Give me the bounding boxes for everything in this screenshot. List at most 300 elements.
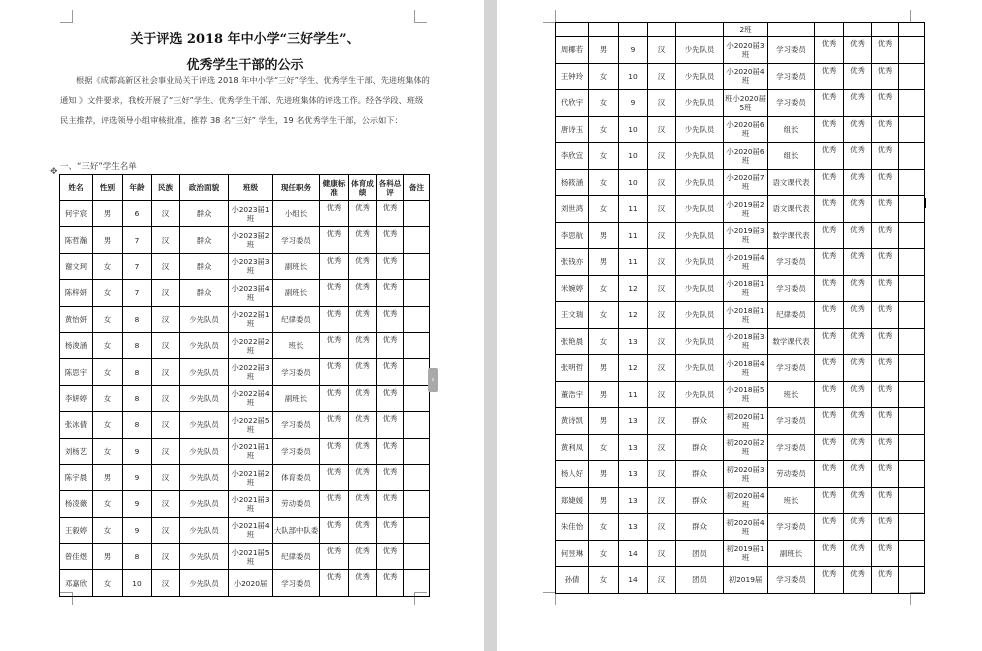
cell-pe: 优秀 <box>844 90 872 117</box>
cell-name: 代欣宇 <box>556 90 589 117</box>
cell-health: 优秀 <box>320 464 349 490</box>
cell-role: 纪律委员 <box>273 544 320 570</box>
cell-gender: 男 <box>93 201 123 227</box>
cell-role: 学习委员 <box>273 359 320 385</box>
cell-ethnicity: 汉 <box>152 306 180 332</box>
cell-name: 李思航 <box>556 222 589 249</box>
cell-political: 少先队员 <box>676 143 724 170</box>
cell-political: 少先队员 <box>676 275 724 302</box>
cell-class: 小2023届3班 <box>229 253 273 279</box>
cell-role: 班长 <box>768 381 815 408</box>
cell-political: 少先队员 <box>180 359 229 385</box>
cell-class: 小2020届3班 <box>724 37 768 64</box>
table-move-handle-icon[interactable]: ✥ <box>50 167 58 177</box>
cell-class: 小2021届2班 <box>229 464 273 490</box>
cell-name: 杨人好 <box>556 461 589 488</box>
table-row <box>60 570 430 596</box>
cell-overall: 优秀 <box>377 332 404 358</box>
table-row <box>60 227 430 253</box>
cell-ethnicity: 汉 <box>152 412 180 438</box>
cell-name: 陈思宇 <box>60 359 93 385</box>
cell-overall: 优秀 <box>377 570 404 596</box>
cell-name: 李妍婷 <box>60 385 93 411</box>
cell-pe: 优秀 <box>349 491 377 517</box>
cell-note <box>404 412 430 438</box>
cell-gender: 男 <box>93 227 123 253</box>
cell-political: 少先队员 <box>180 306 229 332</box>
cell-ethnicity: 汉 <box>648 63 676 90</box>
cell-role: 学习委员 <box>273 227 320 253</box>
cell-pe: 优秀 <box>844 434 872 461</box>
cell-role: 学习委员 <box>768 408 815 435</box>
cell-age: 11 <box>619 196 648 223</box>
cell-name: 杨浚涵 <box>60 332 93 358</box>
cell-role: 劳动委员 <box>273 491 320 517</box>
cell-age: 14 <box>619 540 648 567</box>
cell-pe: 优秀 <box>349 464 377 490</box>
table-header-row <box>60 175 430 201</box>
cell-overall: 优秀 <box>377 253 404 279</box>
cell-name: 杨凌薇 <box>60 491 93 517</box>
cell-note <box>899 63 925 90</box>
cell-ethnicity: 汉 <box>152 359 180 385</box>
table-row <box>556 408 925 435</box>
table-row <box>556 381 925 408</box>
cell-political: 群众 <box>676 487 724 514</box>
table-row <box>60 491 430 517</box>
cell-gender: 女 <box>93 570 123 596</box>
cell-name: 朱佳怡 <box>556 514 589 541</box>
table-row <box>60 306 430 332</box>
cell-gender: 男 <box>93 464 123 490</box>
cell-age: 7 <box>123 227 152 253</box>
cell-ethnicity: 汉 <box>648 355 676 382</box>
cell-ethnicity: 汉 <box>152 227 180 253</box>
cell-age: 13 <box>619 434 648 461</box>
cell-role: 副班长 <box>273 253 320 279</box>
cell-note <box>899 196 925 223</box>
cell-pe: 优秀 <box>844 116 872 143</box>
cell-age: 14 <box>619 567 648 594</box>
cell-overall: 优秀 <box>872 302 899 329</box>
cell-note <box>404 201 430 227</box>
cell-health: 优秀 <box>815 90 844 117</box>
cell-ethnicity: 汉 <box>152 385 180 411</box>
cell-health: 优秀 <box>815 408 844 435</box>
cell-class: 小2021届1班 <box>229 438 273 464</box>
cell-pe: 优秀 <box>844 514 872 541</box>
cell-note <box>404 253 430 279</box>
cell-overall: 优秀 <box>377 464 404 490</box>
cell-class: 小2022届1班 <box>229 306 273 332</box>
column-header: 姓名 <box>60 175 93 201</box>
cell-ethnicity: 汉 <box>648 514 676 541</box>
cell-health: 优秀 <box>815 567 844 594</box>
cell-pe: 优秀 <box>349 201 377 227</box>
cell-political: 群众 <box>676 434 724 461</box>
cell-role: 大队部中队委 <box>273 517 320 543</box>
cell-gender: 女 <box>589 90 619 117</box>
cell-class: 小2019届3班 <box>724 222 768 249</box>
cell-note <box>404 544 430 570</box>
cell-gender: 女 <box>93 253 123 279</box>
cell-pe: 优秀 <box>349 385 377 411</box>
cell-role: 学习委员 <box>768 63 815 90</box>
document-page-left <box>0 0 484 651</box>
cell-class: 小2021届5班 <box>229 544 273 570</box>
cell-name: 王毅婷 <box>60 517 93 543</box>
cell-health: 优秀 <box>320 253 349 279</box>
cell-role: 体育委员 <box>273 464 320 490</box>
cell-political: 少先队员 <box>676 169 724 196</box>
table-row <box>60 464 430 490</box>
cell-name: 张冰倩 <box>60 412 93 438</box>
cell-class: 初2020届4班 <box>724 487 768 514</box>
cell-gender: 男 <box>589 222 619 249</box>
cell-class: 小2023届1班 <box>229 201 273 227</box>
cell-gender: 女 <box>589 275 619 302</box>
cell-pe: 优秀 <box>844 540 872 567</box>
cell-pe: 优秀 <box>844 143 872 170</box>
cell-ethnicity: 汉 <box>648 37 676 64</box>
table-row <box>556 37 925 64</box>
text-cursor <box>924 198 926 208</box>
cell-age: 10 <box>619 143 648 170</box>
cell-class: 初2020届4班 <box>724 514 768 541</box>
cell-political: 少先队员 <box>180 517 229 543</box>
cell-class: 小2021届4班 <box>229 517 273 543</box>
cell-ethnicity: 汉 <box>648 249 676 276</box>
cell-pe: 优秀 <box>349 227 377 253</box>
crop-mark <box>60 10 73 23</box>
cell-age: 6 <box>123 201 152 227</box>
cell-pe: 优秀 <box>844 169 872 196</box>
cell-overall: 优秀 <box>377 385 404 411</box>
cell-class: 小2022届2班 <box>229 332 273 358</box>
cell-ethnicity: 汉 <box>648 328 676 355</box>
cell-age: 12 <box>619 355 648 382</box>
cell-political: 群众 <box>676 461 724 488</box>
table-row <box>60 280 430 306</box>
table-row <box>556 302 925 329</box>
cell-age: 9 <box>123 438 152 464</box>
cell-note <box>899 37 925 64</box>
cell-gender: 女 <box>589 328 619 355</box>
cell-age: 8 <box>123 332 152 358</box>
cell-ethnicity: 汉 <box>152 570 180 596</box>
cell-health: 优秀 <box>815 302 844 329</box>
column-header: 性别 <box>93 175 123 201</box>
table-row <box>60 438 430 464</box>
cell-gender: 女 <box>589 302 619 329</box>
cell-overall: 优秀 <box>377 280 404 306</box>
cell-health: 优秀 <box>320 332 349 358</box>
cell-gender: 女 <box>589 116 619 143</box>
cell-ethnicity: 汉 <box>648 487 676 514</box>
cell-note <box>899 355 925 382</box>
cell-overall: 优秀 <box>872 116 899 143</box>
cell-gender: 女 <box>589 169 619 196</box>
cell-pe: 优秀 <box>844 196 872 223</box>
cell-gender: 男 <box>589 487 619 514</box>
document-title: 关于评选 2018 年中小学“三好学生”、 <box>130 32 360 47</box>
cell-health: 优秀 <box>815 249 844 276</box>
cell-gender: 女 <box>589 514 619 541</box>
cell-class: 初2019届1班 <box>724 540 768 567</box>
cell-pe: 优秀 <box>844 408 872 435</box>
cell-overall: 优秀 <box>377 491 404 517</box>
cell-age: 10 <box>619 169 648 196</box>
cell-name: 黄利凤 <box>556 434 589 461</box>
cell-pe: 优秀 <box>349 280 377 306</box>
cell-health: 优秀 <box>815 461 844 488</box>
table-row <box>60 359 430 385</box>
cell-age: 9 <box>123 491 152 517</box>
cell-gender: 女 <box>93 385 123 411</box>
cell-name: 陈梓妍 <box>60 280 93 306</box>
cell-note <box>899 116 925 143</box>
cell-note <box>899 514 925 541</box>
cell-note <box>899 222 925 249</box>
cell-role: 班长 <box>273 332 320 358</box>
cell-role: 学习委员 <box>768 275 815 302</box>
cell-name: 黄诗凯 <box>556 408 589 435</box>
cell-overall: 优秀 <box>872 37 899 64</box>
cell-pe: 优秀 <box>349 306 377 332</box>
cell-role: 劳动委员 <box>768 461 815 488</box>
cell-political: 少先队员 <box>180 438 229 464</box>
cell-political: 少先队员 <box>676 90 724 117</box>
cell-class: 小2023届4班 <box>229 280 273 306</box>
cell-note <box>404 306 430 332</box>
cell-role: 语文课代表 <box>768 196 815 223</box>
cell-class: 小2022届4班 <box>229 385 273 411</box>
cell-ethnicity: 汉 <box>152 464 180 490</box>
cell-pe: 优秀 <box>844 63 872 90</box>
cell-ethnicity: 汉 <box>152 332 180 358</box>
cell-role: 学习委员 <box>768 37 815 64</box>
cell-pe: 优秀 <box>844 222 872 249</box>
cell-gender: 女 <box>93 438 123 464</box>
cell-political: 少先队员 <box>180 385 229 411</box>
cell-pe: 优秀 <box>844 487 872 514</box>
cell-age: 8 <box>123 359 152 385</box>
student-table-left <box>59 174 430 597</box>
cell-pe: 优秀 <box>844 302 872 329</box>
cell-class: 小2020届 <box>229 570 273 596</box>
cell-note <box>404 280 430 306</box>
cell-name: 邓嘉欣 <box>60 570 93 596</box>
cell-gender: 女 <box>93 306 123 332</box>
cell-health: 优秀 <box>815 514 844 541</box>
cell-gender: 女 <box>93 491 123 517</box>
cell-name: 孙倩 <box>556 567 589 594</box>
cell-class: 小2020届4班 <box>724 63 768 90</box>
cell-political: 少先队员 <box>676 37 724 64</box>
cell-name: 陈哲瀚 <box>60 227 93 253</box>
cell-pe: 优秀 <box>844 249 872 276</box>
cell-pe: 优秀 <box>844 328 872 355</box>
cell-role: 组长 <box>768 143 815 170</box>
cell-ethnicity: 汉 <box>648 116 676 143</box>
table-row <box>556 63 925 90</box>
table-row <box>556 434 925 461</box>
cell-health: 优秀 <box>320 280 349 306</box>
cell-name: 黄怡妍 <box>60 306 93 332</box>
cell-health: 优秀 <box>815 196 844 223</box>
cell-age: 11 <box>619 381 648 408</box>
cell-name: 何宇宸 <box>60 201 93 227</box>
cell-class: 2班 <box>724 23 768 37</box>
table-row-continuation <box>556 23 925 37</box>
table-row <box>60 201 430 227</box>
cell-ethnicity: 汉 <box>648 275 676 302</box>
cell-note <box>404 227 430 253</box>
cell-note <box>404 517 430 543</box>
cell-gender: 男 <box>589 249 619 276</box>
cell-note <box>899 302 925 329</box>
cell-age: 8 <box>123 412 152 438</box>
cell-pe: 优秀 <box>349 253 377 279</box>
cell-pe: 优秀 <box>844 37 872 64</box>
cell-political: 少先队员 <box>676 381 724 408</box>
cell-gender: 女 <box>589 540 619 567</box>
cell-role: 纪律委员 <box>273 306 320 332</box>
cell-note <box>899 434 925 461</box>
cell-role: 语文课代表 <box>768 169 815 196</box>
cell-health: 优秀 <box>320 570 349 596</box>
cell-health: 优秀 <box>320 491 349 517</box>
cell-role: 学习委员 <box>768 90 815 117</box>
cell-class: 小2020届6班 <box>724 116 768 143</box>
cell-class: 小2022届3班 <box>229 359 273 385</box>
cell-overall: 优秀 <box>872 434 899 461</box>
cell-gender: 女 <box>93 332 123 358</box>
cell-health: 优秀 <box>320 412 349 438</box>
cell-role: 组长 <box>768 116 815 143</box>
cell-health: 优秀 <box>815 487 844 514</box>
cell-pe: 优秀 <box>349 544 377 570</box>
cell-gender: 女 <box>589 143 619 170</box>
cell-health: 优秀 <box>815 275 844 302</box>
cell-note <box>899 567 925 594</box>
cell-political: 少先队员 <box>180 544 229 570</box>
cell-health: 优秀 <box>815 143 844 170</box>
cell-class: 小2021届3班 <box>229 491 273 517</box>
cell-political: 少先队员 <box>180 332 229 358</box>
cell-health: 优秀 <box>815 355 844 382</box>
cell-age: 9 <box>619 90 648 117</box>
cell-ethnicity: 汉 <box>152 280 180 306</box>
cell-overall: 优秀 <box>872 143 899 170</box>
cell-health: 优秀 <box>815 116 844 143</box>
cell-age: 13 <box>619 328 648 355</box>
cell-overall: 优秀 <box>872 169 899 196</box>
cell-ethnicity: 汉 <box>648 196 676 223</box>
cell-health: 优秀 <box>815 381 844 408</box>
cell-note <box>899 408 925 435</box>
column-header: 民族 <box>152 175 180 201</box>
cell-note <box>899 381 925 408</box>
cell-ethnicity: 汉 <box>152 544 180 570</box>
table-row <box>60 332 430 358</box>
table-row <box>556 461 925 488</box>
cell-note <box>899 249 925 276</box>
cell-health: 优秀 <box>320 517 349 543</box>
cell-name: 何昱琳 <box>556 540 589 567</box>
cell-health: 优秀 <box>815 540 844 567</box>
cell-class: 小2018届3班 <box>724 328 768 355</box>
cell-class: 小2018届5班 <box>724 381 768 408</box>
cell-note <box>404 491 430 517</box>
cell-political: 少先队员 <box>676 222 724 249</box>
table-row <box>556 116 925 143</box>
cell-political: 群众 <box>180 201 229 227</box>
table-row <box>556 355 925 382</box>
cell-name: 杨筱涵 <box>556 169 589 196</box>
table-row <box>60 517 430 543</box>
cell-name: 王文瑞 <box>556 302 589 329</box>
cell-overall: 优秀 <box>872 540 899 567</box>
cell-class: 小2023届2班 <box>229 227 273 253</box>
column-header: 班级 <box>229 175 273 201</box>
cell-gender: 女 <box>589 567 619 594</box>
cell-age: 12 <box>619 302 648 329</box>
column-header: 现任职务 <box>273 175 320 201</box>
cell-age: 10 <box>619 63 648 90</box>
table-row <box>556 196 925 223</box>
cell-overall: 优秀 <box>872 328 899 355</box>
cell-name: 王钟玲 <box>556 63 589 90</box>
cell-age: 13 <box>619 408 648 435</box>
cell-pe: 优秀 <box>349 438 377 464</box>
cell-health: 优秀 <box>815 328 844 355</box>
document-subtitle: 优秀学生干部的公示 <box>186 58 304 73</box>
cell-role: 学习委员 <box>768 514 815 541</box>
page-scroll-handle[interactable]: › <box>428 368 438 392</box>
cell-overall: 优秀 <box>872 381 899 408</box>
cell-note <box>899 540 925 567</box>
table-row <box>556 540 925 567</box>
table-row <box>60 412 430 438</box>
cell-role: 学习委员 <box>768 434 815 461</box>
page-gap <box>484 0 497 651</box>
cell-role: 学习委员 <box>768 355 815 382</box>
table-row <box>556 222 925 249</box>
cell-note <box>899 461 925 488</box>
table-row <box>556 169 925 196</box>
cell-ethnicity: 汉 <box>152 438 180 464</box>
cell-age: 13 <box>619 461 648 488</box>
cell-note <box>404 359 430 385</box>
cell-overall: 优秀 <box>377 412 404 438</box>
cell-class: 小2018届1班 <box>724 302 768 329</box>
cell-class: 小2019届2班 <box>724 196 768 223</box>
cell-overall: 优秀 <box>377 517 404 543</box>
cell-political: 团员 <box>676 540 724 567</box>
table-row <box>60 544 430 570</box>
cell-ethnicity: 汉 <box>152 201 180 227</box>
cell-name: 郑婕媛 <box>556 487 589 514</box>
cell-ethnicity: 汉 <box>648 222 676 249</box>
table-row <box>556 249 925 276</box>
cell-age: 9 <box>123 464 152 490</box>
cell-health: 优秀 <box>320 385 349 411</box>
table-row <box>556 328 925 355</box>
cell-age: 9 <box>619 37 648 64</box>
cell-ethnicity: 汉 <box>648 540 676 567</box>
cell-overall: 优秀 <box>872 90 899 117</box>
